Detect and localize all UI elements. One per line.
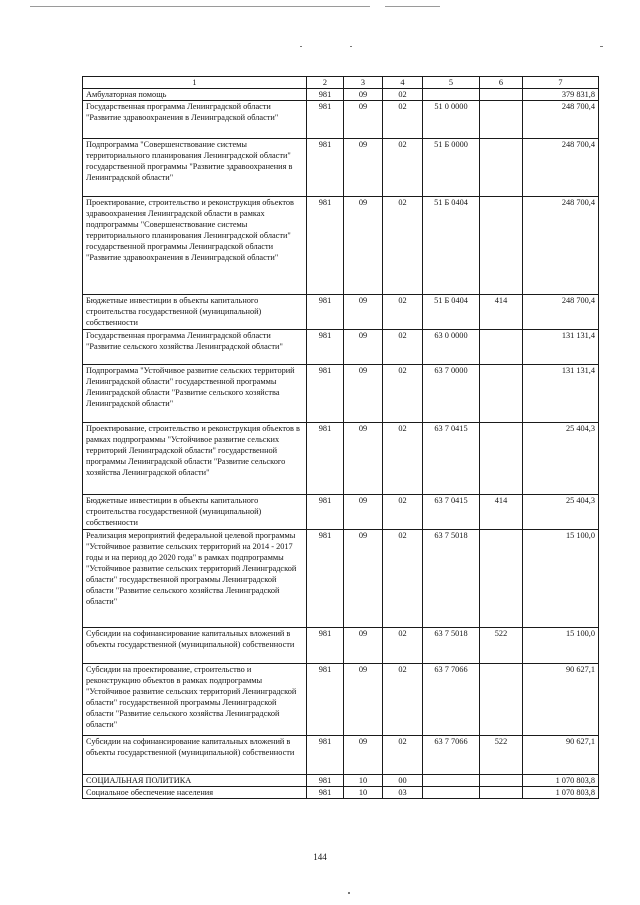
row-subsection-cell: 02: [383, 736, 423, 775]
row-section-cell: 09: [344, 365, 383, 423]
row-expense-type-cell: [480, 101, 523, 139]
row-code-cell: 981: [307, 89, 344, 101]
row-target-article-cell: 63 7 7066: [423, 736, 480, 775]
row-code-cell: 981: [307, 775, 344, 787]
row-code-cell: 981: [307, 365, 344, 423]
table-row: [83, 530, 599, 628]
row-code-cell: 981: [307, 139, 344, 197]
header-cell-target-article: 5: [423, 77, 480, 89]
row-name-cell: Проектирование, строительство и реконструкция объектов в рамках подпрограммы "Устойчивое развитие сельских территорий Ленинградской области" государственной программы Ленинградской области "Развитие сельского хозяйства Ленинградской области": [83, 423, 307, 495]
row-expense-type-cell: [480, 365, 523, 423]
row-subsection-cell: 02: [383, 664, 423, 736]
row-code-cell: 981: [307, 628, 344, 664]
row-section-cell: 10: [344, 787, 383, 799]
row-expense-type-cell: [480, 423, 523, 495]
row-code-cell: 981: [307, 787, 344, 799]
table-row: [83, 787, 599, 799]
row-expense-type-cell: [480, 330, 523, 365]
row-name-cell: Субсидии на софинансирование капитальных вложений в объекты государственной (муниципальной) собственности: [83, 736, 307, 775]
table-row: [83, 89, 599, 101]
budget-table: [82, 76, 599, 799]
row-expense-type-cell: [480, 787, 523, 799]
row-target-article-cell: 63 7 5018: [423, 628, 480, 664]
row-amount-cell: 248 700,4: [523, 101, 599, 139]
header-cell-section: 3: [344, 77, 383, 89]
row-amount-cell: 248 700,4: [523, 197, 599, 295]
row-subsection-cell: 02: [383, 423, 423, 495]
row-target-article-cell: [423, 89, 480, 101]
scan-top-dash: [385, 6, 440, 7]
row-target-article-cell: [423, 787, 480, 799]
row-section-cell: 09: [344, 495, 383, 530]
row-section-cell: 09: [344, 736, 383, 775]
table-header-row: [83, 77, 599, 89]
row-amount-cell: 131 131,4: [523, 330, 599, 365]
row-section-cell: 09: [344, 101, 383, 139]
header-cell-amount: 7: [523, 77, 599, 89]
row-target-article-cell: 51 Б 0000: [423, 139, 480, 197]
row-amount-cell: 90 627,1: [523, 664, 599, 736]
row-name-cell: Подпрограмма "Устойчивое развитие сельских территорий Ленинградской области" государственной программы Ленинградской области "Развитие сельского хозяйства Ленинградской области": [83, 365, 307, 423]
table-row: [83, 664, 599, 736]
row-code-cell: 981: [307, 423, 344, 495]
row-target-article-cell: 63 7 0415: [423, 423, 480, 495]
row-section-cell: 09: [344, 423, 383, 495]
table-row: [83, 330, 599, 365]
row-code-cell: 981: [307, 664, 344, 736]
row-target-article-cell: 51 Б 0404: [423, 295, 480, 330]
row-amount-cell: 25 404,3: [523, 495, 599, 530]
row-expense-type-cell: 414: [480, 495, 523, 530]
table-row: [83, 197, 599, 295]
row-subsection-cell: 02: [383, 139, 423, 197]
row-amount-cell: 1 070 803,8: [523, 775, 599, 787]
row-expense-type-cell: [480, 775, 523, 787]
row-name-cell: Подпрограмма "Совершенствование системы территориального планирования Ленинградской области" государственной программы "Развитие здравоохранения в Ленинградской области": [83, 139, 307, 197]
row-expense-type-cell: [480, 530, 523, 628]
row-amount-cell: 379 831,8: [523, 89, 599, 101]
row-target-article-cell: 51 0 0000: [423, 101, 480, 139]
row-subsection-cell: 02: [383, 197, 423, 295]
table-row: [83, 628, 599, 664]
row-subsection-cell: 02: [383, 495, 423, 530]
row-target-article-cell: 63 0 0000: [423, 330, 480, 365]
row-section-cell: 09: [344, 295, 383, 330]
page-number: 144: [313, 852, 327, 862]
table-row: [83, 295, 599, 330]
header-cell-code: 2: [307, 77, 344, 89]
row-name-cell: Проектирование, строительство и реконструкция объектов здравоохранения Ленинградской области в рамках подпрограммы "Совершенствование системы территориального планирования Ленинградской области" государственной программы Ленинградской области "Развитие здравоохранения в Ленинградской области": [83, 197, 307, 295]
row-name-cell: Социальное обеспечение населения: [83, 787, 307, 799]
row-expense-type-cell: 522: [480, 628, 523, 664]
row-target-article-cell: [423, 775, 480, 787]
scan-speck: [600, 46, 603, 47]
table-row: [83, 423, 599, 495]
row-amount-cell: 15 100,0: [523, 530, 599, 628]
row-amount-cell: 248 700,4: [523, 139, 599, 197]
row-name-cell: Бюджетные инвестиции в объекты капитального строительства государственной (муниципальной) собственности: [83, 295, 307, 330]
row-amount-cell: 15 100,0: [523, 628, 599, 664]
row-section-cell: 09: [344, 664, 383, 736]
scan-speck: [350, 46, 352, 47]
row-target-article-cell: 51 Б 0404: [423, 197, 480, 295]
row-code-cell: 981: [307, 495, 344, 530]
row-expense-type-cell: [480, 664, 523, 736]
row-target-article-cell: 63 7 0415: [423, 495, 480, 530]
row-code-cell: 981: [307, 736, 344, 775]
row-code-cell: 981: [307, 530, 344, 628]
scan-speck: [348, 892, 350, 894]
row-section-cell: 09: [344, 89, 383, 101]
header-cell-subsection: 4: [383, 77, 423, 89]
row-subsection-cell: 03: [383, 787, 423, 799]
row-target-article-cell: 63 7 7066: [423, 664, 480, 736]
row-target-article-cell: 63 7 5018: [423, 530, 480, 628]
row-section-cell: 09: [344, 330, 383, 365]
row-name-cell: СОЦИАЛЬНАЯ ПОЛИТИКА: [83, 775, 307, 787]
row-subsection-cell: 02: [383, 89, 423, 101]
row-amount-cell: 131 131,4: [523, 365, 599, 423]
row-subsection-cell: 02: [383, 530, 423, 628]
table-row: [83, 495, 599, 530]
row-name-cell: Субсидии на проектирование, строительство и реконструкцию объектов в рамках подпрограммы "Устойчивое развитие сельских территорий Ленинградской области" государственной программы Ленинградской области "Развитие сельского хозяйства Ленинградской области": [83, 664, 307, 736]
row-code-cell: 981: [307, 101, 344, 139]
row-code-cell: 981: [307, 197, 344, 295]
row-code-cell: 981: [307, 330, 344, 365]
row-section-cell: 09: [344, 197, 383, 295]
row-name-cell: Бюджетные инвестиции в объекты капитального строительства государственной (муниципальной) собственности: [83, 495, 307, 530]
row-name-cell: Государственная программа Ленинградской области "Развитие здравоохранения в Ленинградской области": [83, 101, 307, 139]
row-target-article-cell: 63 7 0000: [423, 365, 480, 423]
row-amount-cell: 248 700,4: [523, 295, 599, 330]
scan-top-rule: [30, 6, 370, 7]
header-cell-expense-type: 6: [480, 77, 523, 89]
row-expense-type-cell: [480, 197, 523, 295]
header-cell-name: 1: [83, 77, 307, 89]
row-subsection-cell: 02: [383, 365, 423, 423]
row-section-cell: 10: [344, 775, 383, 787]
row-name-cell: Реализация мероприятий федеральной целевой программы "Устойчивое развитие сельских территорий на 2014 - 2017 годы и на период до 2020 года" в рамках подпрограммы "Устойчивое развитие сельских территорий Ленинградской области" государственной программы Ленинградской области "Развитие сельского хозяйства Ленинградской области": [83, 530, 307, 628]
row-amount-cell: 90 627,1: [523, 736, 599, 775]
table-row: [83, 101, 599, 139]
row-amount-cell: 25 404,3: [523, 423, 599, 495]
scan-speck: [300, 46, 302, 47]
row-name-cell: Субсидии на софинансирование капитальных вложений в объекты государственной (муниципальной) собственности: [83, 628, 307, 664]
row-section-cell: 09: [344, 628, 383, 664]
row-amount-cell: 1 070 803,8: [523, 787, 599, 799]
row-expense-type-cell: 522: [480, 736, 523, 775]
row-section-cell: 09: [344, 530, 383, 628]
row-code-cell: 981: [307, 295, 344, 330]
table-row: [83, 736, 599, 775]
row-subsection-cell: 02: [383, 628, 423, 664]
row-expense-type-cell: [480, 139, 523, 197]
row-expense-type-cell: [480, 89, 523, 101]
row-name-cell: Государственная программа Ленинградской области "Развитие сельского хозяйства Ленинградской области": [83, 330, 307, 365]
row-name-cell: Амбулаторная помощь: [83, 89, 307, 101]
row-subsection-cell: 02: [383, 295, 423, 330]
row-section-cell: 09: [344, 139, 383, 197]
row-subsection-cell: 02: [383, 330, 423, 365]
row-expense-type-cell: 414: [480, 295, 523, 330]
row-subsection-cell: 00: [383, 775, 423, 787]
table-row: [83, 775, 599, 787]
table-row: [83, 139, 599, 197]
row-subsection-cell: 02: [383, 101, 423, 139]
table-row: [83, 365, 599, 423]
